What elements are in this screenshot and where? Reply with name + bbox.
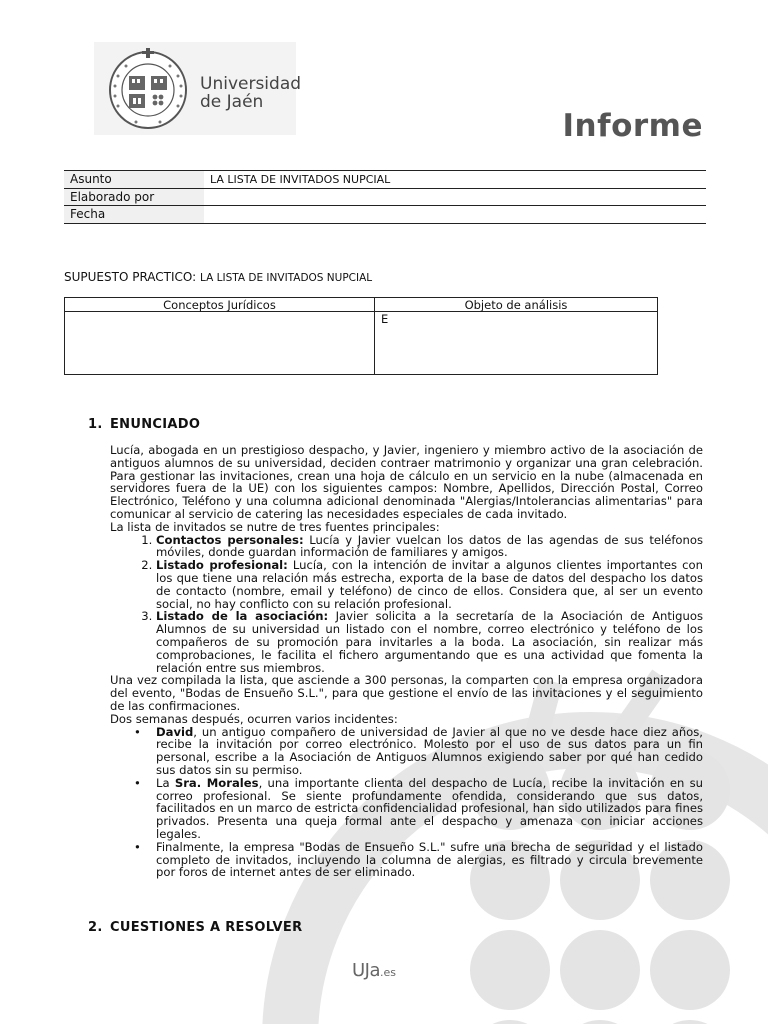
section-number: 2. <box>88 920 103 935</box>
list-item-text: , un antiguo compañero de universidad de Javier al que no ve desde hace diez años, recibe la invitación por correo electrónico. Molesto por el uso de sus datos para un fin personal, escribe a la Asociación de Antiguos Alumnos exigiendo saber por qué han cedido sus datos sin su permiso. <box>156 724 703 777</box>
meta-row-asunto <box>64 171 706 189</box>
list-item-bold: Listado profesional: <box>156 558 288 573</box>
concept-header-objeto: Objeto de análisis <box>374 298 657 312</box>
footer-logo <box>352 960 396 981</box>
supuesto-value: LA LISTA DE INVITADOS NUPCIAL <box>200 272 373 284</box>
concept-cell-conceptos[interactable] <box>65 312 375 375</box>
supuesto-label: SUPUESTO PRACTICO: <box>64 270 197 284</box>
list-item-text: Javier solicita a la secretaría de la Asociación de Antiguos Alumnos de su universidad un listado con el nombre, correo electrónico y teléfono de los compañeros de su promoción para invitarles a la boda. La asociación, sin realizar más comprobaciones, le facilita el fichero argumentando que es una actividad que fomenta la relación entre sus miembros. <box>156 609 703 675</box>
section-cuestiones-heading <box>88 920 302 935</box>
list-item <box>156 726 703 777</box>
incidents-list <box>110 726 703 880</box>
university-logo <box>94 42 302 135</box>
meta-label: Fecha <box>64 206 204 224</box>
list-item <box>156 610 703 674</box>
list-item <box>156 559 703 610</box>
supuesto-heading <box>64 270 372 284</box>
section-title: CUESTIONES A RESOLVER <box>110 920 303 935</box>
list-item-bold: Listado de la asociación: <box>156 609 329 624</box>
list-item-text: , una importante clienta del despacho de Lucía, recibe la invitación en su correo profesional. Se siente profundamente ofendida, considerando que sus datos, facilitados en un marco de estricta confidencialidad profesional, han sido utilizados para fines privados. Presenta una queja formal ante el despacho y amenaza con iniciar acciones legales. <box>156 775 704 841</box>
document-title: Informe <box>562 108 703 144</box>
meta-value[interactable]: LA LISTA DE INVITADOS NUPCIAL <box>204 171 706 189</box>
list-item-bold: Contactos personales: <box>156 532 304 547</box>
section-number: 1. <box>88 417 103 432</box>
list-item-bold: David <box>156 724 194 739</box>
meta-row-elaborado <box>64 188 706 206</box>
university-name <box>200 75 301 111</box>
university-name-line1: Universidad <box>200 74 302 94</box>
list-item-pre: La <box>156 775 175 790</box>
university-name-line2: de Jaén <box>200 92 264 112</box>
university-seal-icon <box>106 46 190 130</box>
enunciado-body <box>110 444 703 879</box>
meta-label: Asunto <box>64 171 204 189</box>
list-item <box>156 777 703 841</box>
meta-label: Elaborado por <box>64 188 204 206</box>
sources-intro: La lista de invitados se nutre de tres fuentes principales: <box>110 519 440 534</box>
concept-header-conceptos: Conceptos Jurídicos <box>65 298 375 312</box>
list-item <box>156 534 703 560</box>
footer-brand: UJa <box>352 960 381 981</box>
meta-row-fecha <box>64 206 706 224</box>
list-item-text: Lucía, con la intención de invitar a algunos clientes importantes con los que tiene una relación más estrecha, exporta de la base de datos del despacho los datos de contacto (nombre, email y teléfono) de cinco de ellos. Considera que, al ser un evento social, no hay conflicto con su relación profesional. <box>156 558 703 611</box>
incidents-intro: Dos semanas después, ocurren varios incidentes: <box>110 711 398 726</box>
list-item <box>156 841 703 879</box>
meta-table <box>64 170 706 224</box>
concept-cell-objeto[interactable]: E <box>374 312 657 375</box>
sources-list <box>110 534 703 675</box>
meta-value[interactable] <box>204 206 706 224</box>
section-title: ENUNCIADO <box>110 417 201 432</box>
enunciado-intro: Lucía, abogada en un prestigioso despacho, y Javier, ingeniero y miembro activo de la asociación de antiguos alumnos de su universidad, deciden contraer matrimonio y organizar una gran celebración. Para gestionar las invitaciones, crean una hoja de cálculo en un servicio en la nube (almacenada en servidores fuera de la UE) con los siguientes campos: Nombre, Apellidos, Dirección Postal, Correo Electrónico, Teléfono y una columna adicional denominada "Alergias/Intolerancias alimentarias" para comunicar al servicio de catering las necesidades especiales de cada invitado. <box>110 443 703 521</box>
compiled-paragraph: Una vez compilada la lista, que asciende a 300 personas, la comparten con la empresa organizadora del evento, "Bodas de Ensueño S.L.", para que gestione el envío de las invitaciones y el seguimiento de las confirmaciones. <box>110 673 703 713</box>
list-item-bold: Sra. Morales <box>174 775 259 790</box>
section-enunciado-heading <box>88 417 200 432</box>
list-item-text: Lucía y Javier vuelcan los datos de las agendas de sus teléfonos móviles, donde guardan información de familiares y amigos. <box>156 532 704 560</box>
concept-table <box>64 297 658 375</box>
list-item-text: Finalmente, la empresa "Bodas de Ensueño S.L." sufre una brecha de seguridad y el listado completo de invitados, incluyendo la columna de alergias, es filtrado y circula brevemente por foros de internet antes de ser eliminado. <box>156 839 703 880</box>
meta-value[interactable] <box>204 188 706 206</box>
footer-suffix: .es <box>380 966 397 979</box>
